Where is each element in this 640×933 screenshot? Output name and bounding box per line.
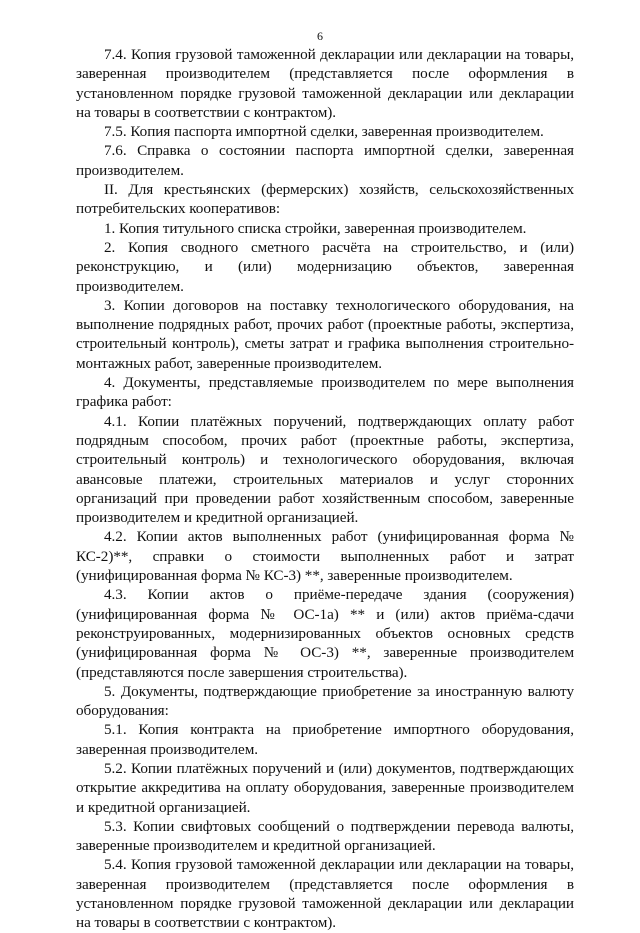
- paragraph-7-5: 7.5. Копия паспорта импортной сделки, заверенная производителем.: [104, 123, 544, 141]
- paragraph-3: 3. Копии договоров на поставку технологического оборудования, на выполнение подрядных работ, прочих работ (проектные работы, экспертиза, строительный контроль), сметы затрат и графика выполнения строительно-монтажных работ, заверенные производителем.: [76, 296, 574, 372]
- paragraph-4-3: 4.3. Копии актов о приёме-передаче здания (сооружения) (унифицированная форма № ОС-1а) ** и (или) актов приёма-сдачи реконструированных, модернизированных объектов основных средств (унифицированная форма № ОС-3) **, заверенные производителем (представляются после завершения строительства).: [76, 586, 574, 681]
- paragraph-5: 5. Документы, подтверждающие приобретение за иностранную валюту оборудования:: [76, 682, 574, 720]
- paragraph-7-4: 7.4. Копия грузовой таможенной декларации или декларации на товары, заверенная производителем (представляется после оформления в установленном порядке грузовой таможенной декларации или декларации на товары в соответствии с контрактом).: [76, 46, 574, 121]
- paragraph-5-3: 5.3. Копии свифтовых сообщений о подтверждении перевода валюты, заверенные производителем и кредитной организацией.: [76, 817, 574, 855]
- document-body: [76, 45, 574, 933]
- paragraph-5-2: 5.2. Копии платёжных поручений и (или) документов, подтверждающих открытие аккредитива на оплату оборудования, заверенные производителем и кредитной организацией.: [76, 759, 574, 816]
- paragraph-2: 2. Копия сводного сметного расчёта на строительство, и (или) реконструкцию, и (или) модернизацию объектов, заверенная производителем.: [76, 238, 574, 295]
- paragraph-7-6: 7.6. Справка о состоянии паспорта импортной сделки, заверенная производителем.: [76, 142, 574, 179]
- page-number: 6: [317, 29, 323, 43]
- paragraph-4: 4. Документы, представляемые производителем по мере выполнения графика работ:: [76, 374, 574, 411]
- paragraph-4-1: 4.1. Копии платёжных поручений, подтверждающих оплату работ подрядным способом, прочих работ (проектные работы, экспертиза, строительный контроль) и технологического оборудования, включая авансовые платежи, строительных материалов и услуг сторонних организаций при проведении работ хозяйственным способом, заверенные производителем и кредитной организацией.: [76, 412, 574, 527]
- paragraph-4-2: 4.2. Копии актов выполненных работ (унифицированная форма № КС-2)**, справки о стоимости выполненных работ и затрат (унифицированная форма № КС-3) **, заверенные производителем.: [76, 528, 574, 585]
- section-ii-heading: II. Для крестьянских (фермерских) хозяйств, сельскохозяйственных потребительских кооперативов:: [76, 181, 574, 218]
- paragraph-5-1: 5.1. Копия контракта на приобретение импортного оборудования, заверенная производителем.: [76, 721, 574, 758]
- paragraph-1: 1. Копия титульного списка стройки, заверенная производителем.: [104, 219, 527, 237]
- paragraph-5-4: 5.4. Копия грузовой таможенной декларации или декларации на товары, заверенная производителем (представляется после оформления в установленном порядке грузовой таможенной декларации или декларации на товары в соответствии с контрактом).: [76, 856, 574, 932]
